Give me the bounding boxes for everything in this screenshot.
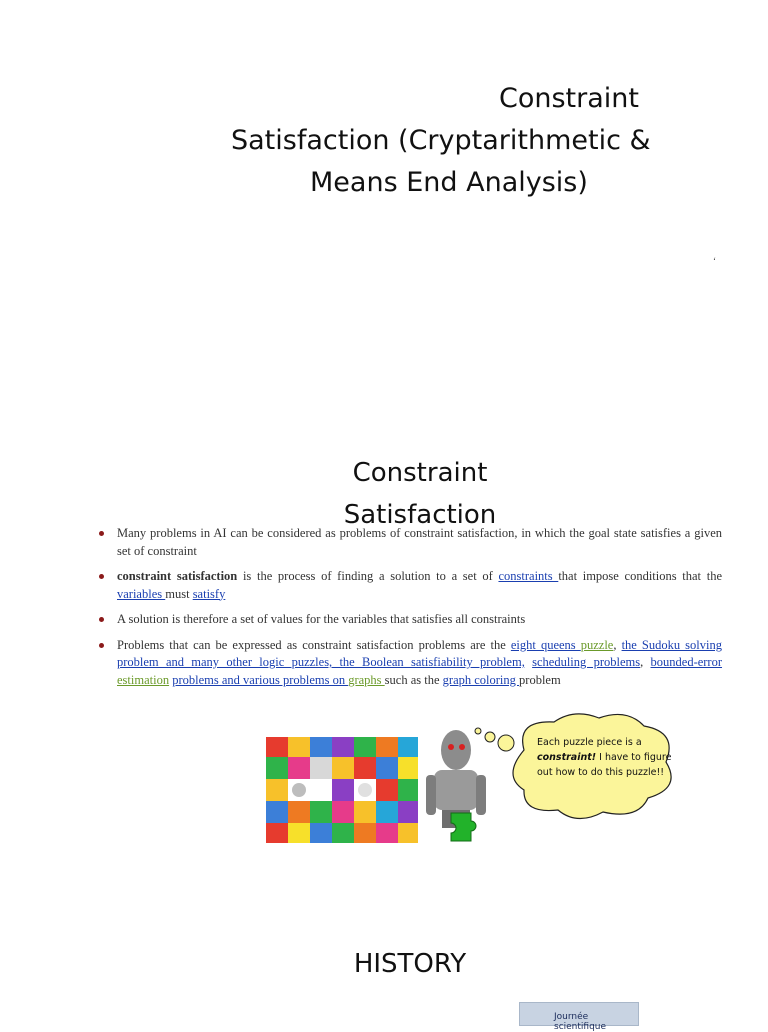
slide2-title-line1: Constraint	[352, 458, 488, 488]
bullet-dot	[99, 617, 104, 622]
bullet-dot	[99, 531, 104, 536]
link-estimation[interactable]: estimation	[117, 672, 170, 687]
slide1-title-line3: Means End Analysis)	[310, 167, 588, 198]
bullet-item	[97, 611, 722, 629]
slide3-title: HISTORY	[353, 949, 467, 979]
journee-thumbnail-image	[519, 1002, 639, 1032]
bold-term: constraint satisfaction	[117, 569, 238, 583]
jigsaw-puzzle-image	[266, 737, 418, 843]
bullet-text: must	[165, 586, 193, 601]
link-satisfy[interactable]: satisfy	[192, 586, 226, 601]
bullet-item	[97, 637, 722, 690]
link-graph-coloring[interactable]: graph coloring	[442, 672, 520, 687]
link-eight-queens[interactable]: eight queens	[510, 637, 581, 652]
bullet-item	[97, 568, 722, 603]
bullet-text: such as the	[384, 672, 443, 687]
slide2-title-line2: Satisfaction	[343, 500, 497, 530]
bubble-bold-word: constraint!	[537, 752, 597, 763]
bubble-line2	[537, 750, 677, 765]
link-puzzle[interactable]: puzzle	[580, 637, 614, 652]
bullet-text: Many problems in AI can be considered as problems of constraint satisfaction, in which the goal state satisfies a given set of constraint	[117, 526, 722, 558]
link-sudoku-logic-boolean[interactable]: the Sudoku solving problem and many other logic puzzles, the Boolean satisfiability problem,	[117, 637, 722, 669]
slide1-title	[215, 78, 695, 204]
bullet-text: A solution is therefore a set of values for the variables that satisfies all constraints	[117, 612, 526, 626]
bullet-text: that impose conditions that the	[558, 569, 722, 583]
thumbnail-caption: Journée scientifique	[554, 1012, 607, 1032]
link-scheduling[interactable]: scheduling problems	[532, 655, 641, 669]
bullet-item	[97, 525, 722, 560]
bubble-line2-rest: I have to figure	[596, 752, 672, 763]
link-bounded-error[interactable]: bounded-error	[650, 655, 723, 669]
link-various-problems[interactable]: problems and various problems on	[172, 672, 349, 687]
robot-image	[426, 730, 486, 841]
bubble-line3: out how to do this puzzle!!	[537, 767, 665, 778]
bullet-text: Problems that can be expressed as constraint satisfaction problems are the	[117, 637, 511, 652]
slide1-title-line1: Constraint	[499, 83, 639, 114]
bubble-line1: Each puzzle piece is a	[537, 737, 642, 748]
bullet-text: problem	[519, 672, 561, 687]
slide2-title	[300, 452, 540, 536]
slide1-title-line2: Satisfaction (Cryptarithmetic &	[231, 125, 651, 156]
bullet-list	[97, 525, 722, 697]
bullet-text: is the process of finding a solution to a set of	[237, 569, 499, 583]
bullet-dot	[99, 643, 104, 648]
thought-bubble-text	[537, 735, 677, 780]
stray-mark: ‘	[713, 256, 716, 266]
link-graphs[interactable]: graphs	[348, 672, 385, 687]
link-variables[interactable]: variables	[117, 586, 166, 601]
bullet-text: ,	[640, 655, 651, 669]
bullet-text: ,	[613, 637, 622, 652]
link-constraints[interactable]: constraints	[498, 569, 559, 583]
bullet-dot	[99, 574, 104, 579]
